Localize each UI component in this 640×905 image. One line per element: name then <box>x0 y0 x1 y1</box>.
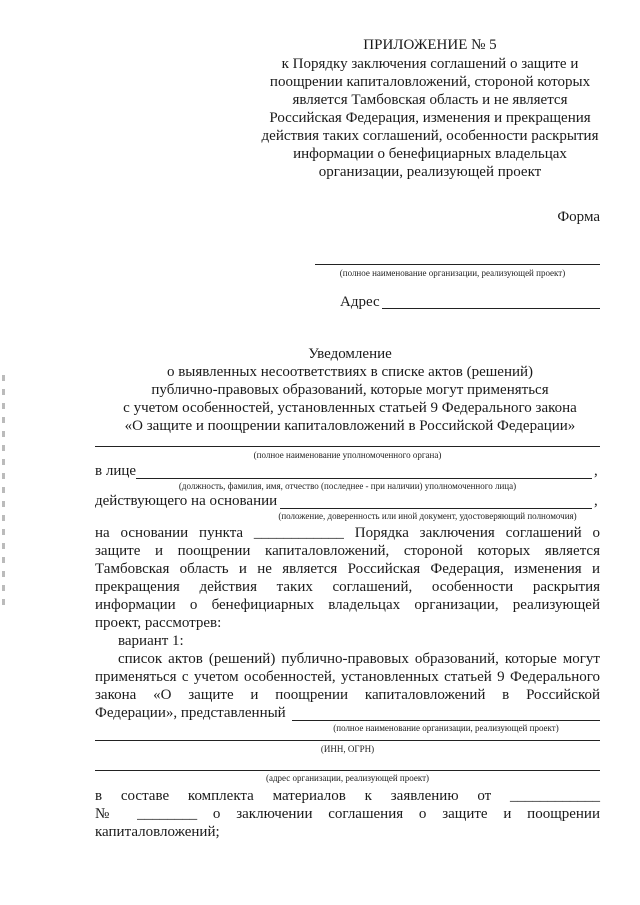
org-address-line <box>95 770 600 771</box>
closing-line: капиталовложений; <box>95 824 220 840</box>
acting-comma: , <box>594 493 598 509</box>
submitted-by-caption: (полное наименование организации, реализующей проект) <box>333 723 559 733</box>
list-line: Федерации», представленный <box>95 705 286 721</box>
address-label: Адрес <box>340 294 380 310</box>
submitted-by-line <box>292 720 600 721</box>
acting-line <box>280 508 592 509</box>
inn-caption: (ИНН, ОГРН) <box>320 744 375 754</box>
appendix-line: к Порядку заключения соглашений о защите и <box>281 56 579 72</box>
in-person-label: в лице <box>95 463 137 479</box>
appendix-line: информации о бенефициарных владельцах <box>293 146 567 162</box>
inn-line <box>95 740 600 741</box>
paragraph-line: Тамбовская область и не является Российская Федерация, изменения и <box>95 561 600 577</box>
notice-line: с учетом особенностей, установленных статьей 9 Федерального закона <box>123 400 577 416</box>
org-name-line <box>315 264 600 265</box>
acting-caption: (положение, доверенность или иной документ, удостоверяющий полномочия) <box>278 511 577 521</box>
composition-line: в составе комплекта материалов к заявлению от ____________ <box>95 788 600 804</box>
number-line: № ________ о заключении соглашения о защите и поощрении <box>95 806 600 822</box>
notice-line: публично-правовых образований, которые могут применяться <box>151 382 549 398</box>
appendix-line: является Тамбовская область и не является <box>292 92 568 108</box>
appendix-line: поощрении капиталовложений, стороной которых <box>269 74 591 90</box>
notice-line: «О защите и поощрении капиталовложений в Российской Федерации» <box>124 418 576 434</box>
notice-title: Уведомление <box>308 346 392 362</box>
authority-caption: (полное наименование уполномоченного органа) <box>253 450 442 460</box>
appendix-line: действия таких соглашений, особенности раскрытия <box>261 128 599 144</box>
appendix-title: ПРИЛОЖЕНИЕ № 5 <box>363 37 497 53</box>
list-line: применяться с учетом особенностей, установленных статьей 9 Федерального <box>95 669 600 685</box>
paragraph-line: проект, рассмотрев: <box>95 615 222 631</box>
notice-line: о выявленных несоответствиях в списке актов (решений) <box>166 364 534 380</box>
form-label: Форма <box>557 209 600 225</box>
org-name-caption: (полное наименование организации, реализующей проект) <box>339 268 566 278</box>
paragraph-line: на основании пункта ____________ Порядка заключения соглашений о <box>95 525 600 541</box>
appendix-line: организации, реализующей проект <box>318 164 542 180</box>
scan-edge-mark <box>2 375 5 605</box>
person-caption: (должность, фамилия, имя, отчество (последнее - при наличии) уполномоченного лица) <box>178 481 517 491</box>
paragraph-line: защите и поощрении капиталовложений, стороной которых является <box>95 543 600 559</box>
variant-label: вариант 1: <box>118 633 184 649</box>
paragraph-line: информации о бенефициарных владельцах организации, реализующей <box>95 597 600 613</box>
authority-line <box>95 446 600 447</box>
in-person-comma: , <box>594 463 598 479</box>
in-person-line <box>136 478 592 479</box>
acting-label: действующего на основании <box>95 493 278 509</box>
org-address-caption: (адрес организации, реализующей проект) <box>265 773 430 783</box>
appendix-line: Российская Федерация, изменения и прекращения <box>269 110 591 126</box>
paragraph-line: прекращения действия таких соглашений, особенности раскрытия <box>95 579 600 595</box>
list-line: список актов (решений) публично-правовых образований, которые могут <box>118 651 600 667</box>
address-line <box>382 308 600 309</box>
list-line: закона «О защите и поощрении капиталовложений в Российской <box>95 687 600 703</box>
